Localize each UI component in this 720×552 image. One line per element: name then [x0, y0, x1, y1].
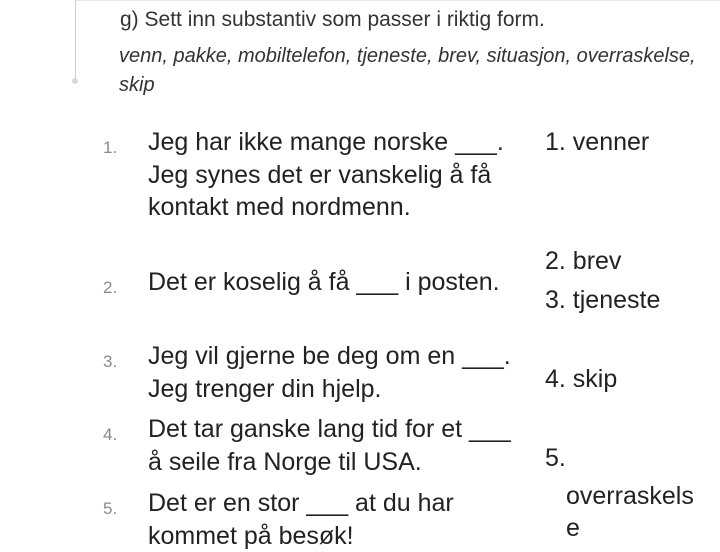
answer-item-continued: e — [566, 514, 580, 542]
answer-item: 4. skip — [545, 365, 618, 393]
question-number: 5. — [103, 499, 118, 518]
question-item — [103, 126, 523, 224]
frame-left-line — [75, 0, 76, 80]
answer-item: 2. brev — [545, 247, 622, 275]
question-item — [103, 340, 523, 405]
answer-item: 1. venner — [545, 128, 650, 156]
question-text: Det tar ganske lang tid for et ___ å seile fra Norge til USA. — [148, 415, 511, 476]
question-text: Det er en stor ___ at du har kommet på besøk! — [148, 489, 454, 550]
question-number: 1. — [103, 138, 118, 157]
frame-top-line — [75, 0, 720, 1]
question-number: 3. — [103, 352, 118, 371]
question-text: Det er koselig å få ___ i posten. — [148, 268, 500, 296]
question-text: Jeg vil gjerne be deg om en ___. Jeg trenger din hjelp. — [148, 342, 511, 403]
word-bank: venn, pakke, mobiltelefon, tjeneste, brev, situasjon, overraskelse, skip — [119, 45, 696, 96]
question-item — [103, 266, 523, 299]
question-text: Jeg har ikke mange norske ___. Jeg synes det er vanskelig å få kontakt med nordmenn. — [148, 128, 504, 221]
frame-dot — [72, 78, 78, 84]
question-number: 2. — [103, 278, 118, 297]
question-item — [103, 487, 523, 552]
answer-item: 3. tjeneste — [545, 286, 661, 314]
answer-item-continued: overraskels — [566, 482, 694, 510]
question-item — [103, 413, 523, 478]
exercise-heading: g) Sett inn substantiv som passer i riktig form. — [120, 8, 545, 31]
answer-item: 5. — [545, 444, 566, 472]
question-number: 4. — [103, 425, 118, 444]
